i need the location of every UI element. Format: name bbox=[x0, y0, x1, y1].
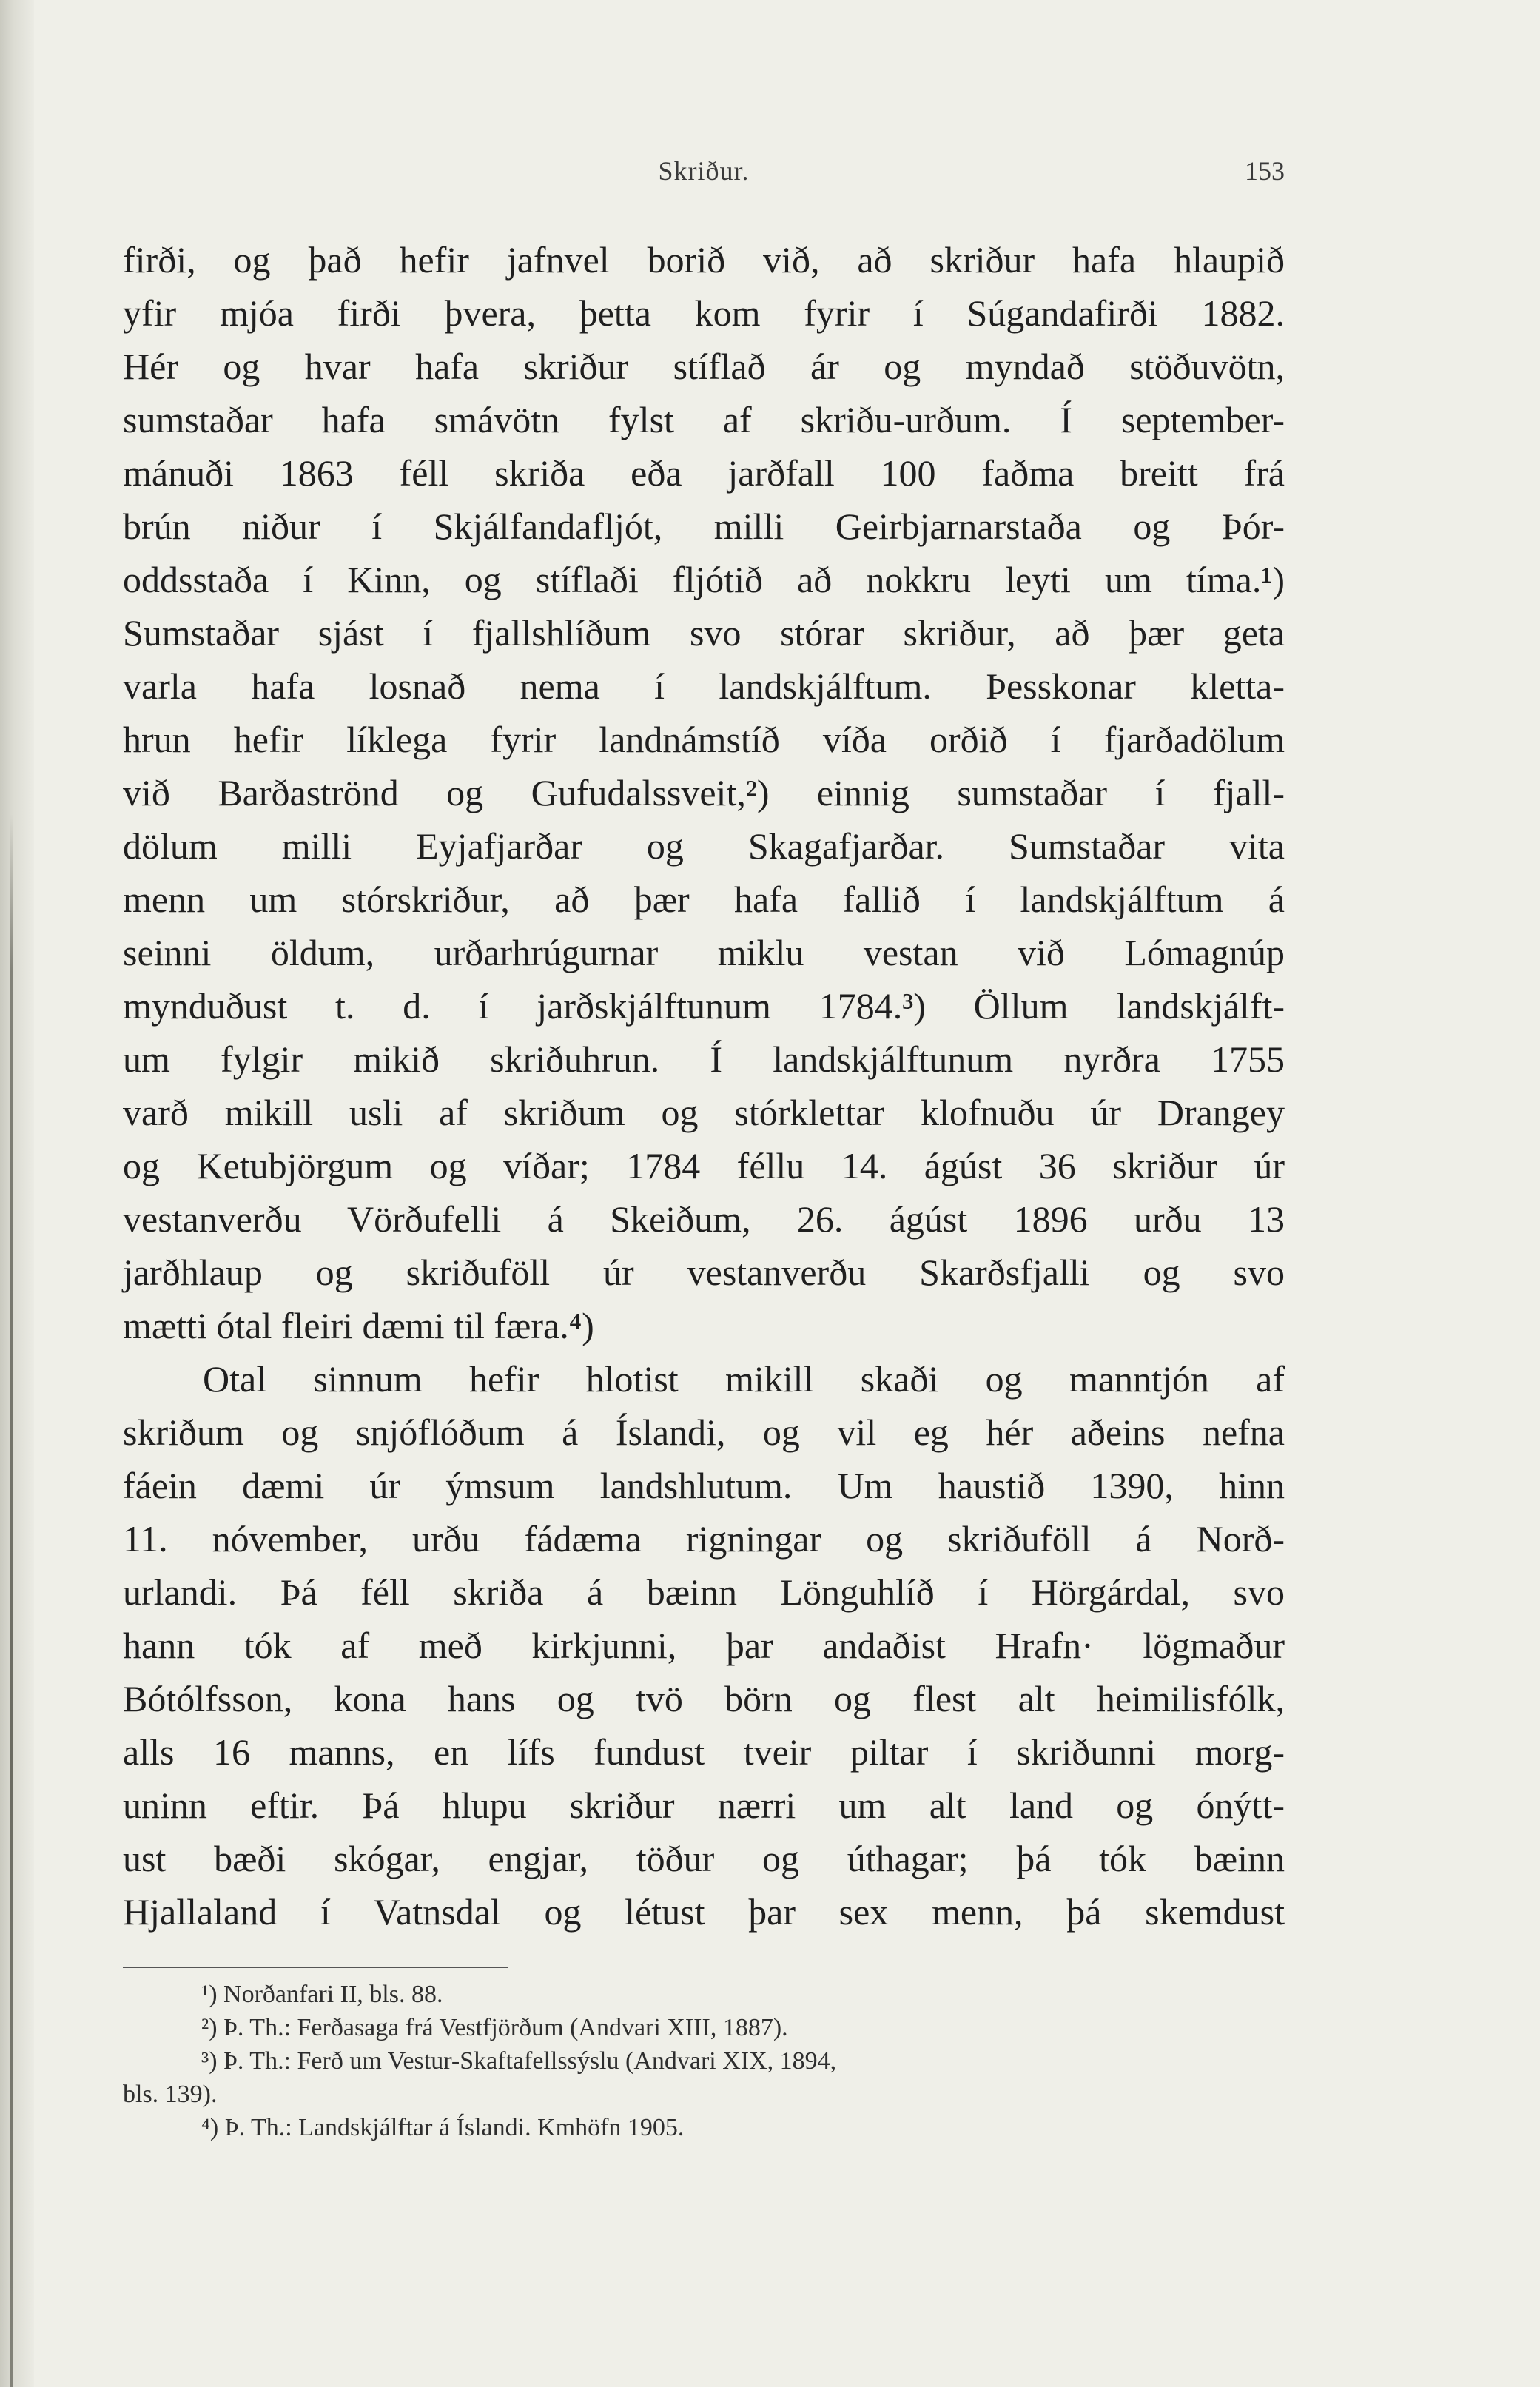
text-line: 11. nóvember, urðu fádæma rigningar og skriðuföll á Norð- bbox=[123, 1518, 1285, 1560]
text-line: við Barðaströnd og Gufudalssveit,²) einnig sumstaðar í fjall- bbox=[123, 772, 1285, 813]
text-line: mynduðust t. d. í jarðskjálftunum 1784.³) Öllum landskjálft- bbox=[123, 985, 1285, 1027]
text-line: fáein dæmi úr ýmsum landshlutum. Um haustið 1390, hinn bbox=[123, 1465, 1285, 1506]
text-line: hrun hefir líklega fyrir landnámstíð víða orðið í fjarðadölum bbox=[123, 719, 1285, 760]
text-line: ust bæði skógar, engjar, töður og úthagar; þá tók bæinn bbox=[123, 1838, 1285, 1879]
body-text bbox=[123, 233, 1285, 1938]
page-number: 153 bbox=[1245, 156, 1285, 186]
text-line: varð mikill usli af skriðum og stórklettar klofnuðu úr Drangey bbox=[123, 1092, 1285, 1133]
text-line: seinni öldum, urðarhrúgurnar miklu vestan við Lómagnúp bbox=[123, 932, 1285, 973]
text-line: alls 16 manns, en lífs fundust tveir piltar í skriðunni morg- bbox=[123, 1731, 1285, 1773]
text-line: skriðum og snjóflóðum á Íslandi, og vil eg hér aðeins nefna bbox=[123, 1411, 1285, 1453]
text-line: oddsstaða í Kinn, og stíflaði fljótið að nokkru leyti um tíma.¹) bbox=[123, 559, 1285, 600]
text-line: Hjallaland í Vatnsdal og létust þar sex menn, þá skemdust bbox=[123, 1891, 1285, 1933]
text-line: Hér og hvar hafa skriður stíflað ár og myndað stöðuvötn, bbox=[123, 346, 1285, 387]
footnotes bbox=[123, 1978, 1285, 2144]
text-line: jarðhlaup og skriðuföll úr vestanverðu Skarðsfjalli og svo bbox=[123, 1252, 1285, 1293]
text-line-paragraph-end: mætti ótal fleiri dæmi til færa.⁴) bbox=[123, 1305, 594, 1346]
text-line: sumstaðar hafa smávötn fylst af skriðu-urðum. Í september- bbox=[123, 399, 1285, 440]
footnote-1: ¹) Norðanfari II, bls. 88. bbox=[201, 1981, 443, 2008]
text-line: hann tók af með kirkjunni, þar andaðist Hrafn· lögmaður bbox=[123, 1625, 1285, 1666]
text-line: urlandi. Þá féll skriða á bæinn Lönguhlíð í Hörgárdal, svo bbox=[123, 1571, 1285, 1613]
text-line: uninn eftir. Þá hlupu skriður nærri um alt land og ónýtt- bbox=[123, 1785, 1285, 1826]
footnote-2: ²) Þ. Th.: Ferðasaga frá Vestfjörðum (Andvari XIII, 1887). bbox=[201, 2014, 788, 2041]
text-line: varla hafa losnað nema í landskjálftum. Þesskonar kletta- bbox=[123, 665, 1285, 707]
text-line: yfir mjóa firði þvera, þetta kom fyrir í Súgandafirði 1882. bbox=[123, 292, 1285, 334]
footnote-3: ³) Þ. Th.: Ferð um Vestur-Skaftafellssýslu (Andvari XIX, 1894, bbox=[201, 2047, 837, 2075]
footnote-4: ⁴) Þ. Th.: Landskjálftar á Íslandi. Kmhöfn 1905. bbox=[201, 2114, 685, 2141]
text-line: Sumstaðar sjást í fjallshlíðum svo stórar skriður, að þær geta bbox=[123, 612, 1285, 654]
page-header bbox=[123, 155, 1285, 200]
text-line: brún niður í Skjálfandafljót, milli Geirbjarnarstaða og Þór- bbox=[123, 506, 1285, 547]
binding-shadow bbox=[10, 814, 13, 2387]
text-line: um fylgir mikið skriðuhrun. Í landskjálftunum nyrðra 1755 bbox=[123, 1038, 1285, 1080]
text-line: vestanverðu Vörðufelli á Skeiðum, 26. ágúst 1896 urðu 13 bbox=[123, 1198, 1285, 1240]
page-edge bbox=[0, 0, 34, 2387]
footnote-divider bbox=[123, 1967, 508, 1968]
text-line: Bótólfsson, kona hans og tvö börn og flest alt heimilisfólk, bbox=[123, 1678, 1285, 1719]
text-line: og Ketubjörgum og víðar; 1784 féllu 14. ágúst 36 skriður úr bbox=[123, 1145, 1285, 1186]
text-line: mánuði 1863 féll skriða eða jarðfall 100 faðma breitt frá bbox=[123, 452, 1285, 494]
text-line: menn um stórskriður, að þær hafa fallið í landskjálftum á bbox=[123, 879, 1285, 920]
text-line: dölum milli Eyjafjarðar og Skagafjarðar. Sumstaðar vita bbox=[123, 825, 1285, 867]
text-line-paragraph-start: Otal sinnum hefir hlotist mikill skaði og manntjón af bbox=[203, 1358, 1285, 1400]
running-title: Skriður. bbox=[658, 156, 750, 186]
footnote-3-continuation: bls. 139). bbox=[123, 2081, 218, 2108]
text-line: firði, og það hefir jafnvel borið við, að skriður hafa hlaupið bbox=[123, 239, 1285, 281]
